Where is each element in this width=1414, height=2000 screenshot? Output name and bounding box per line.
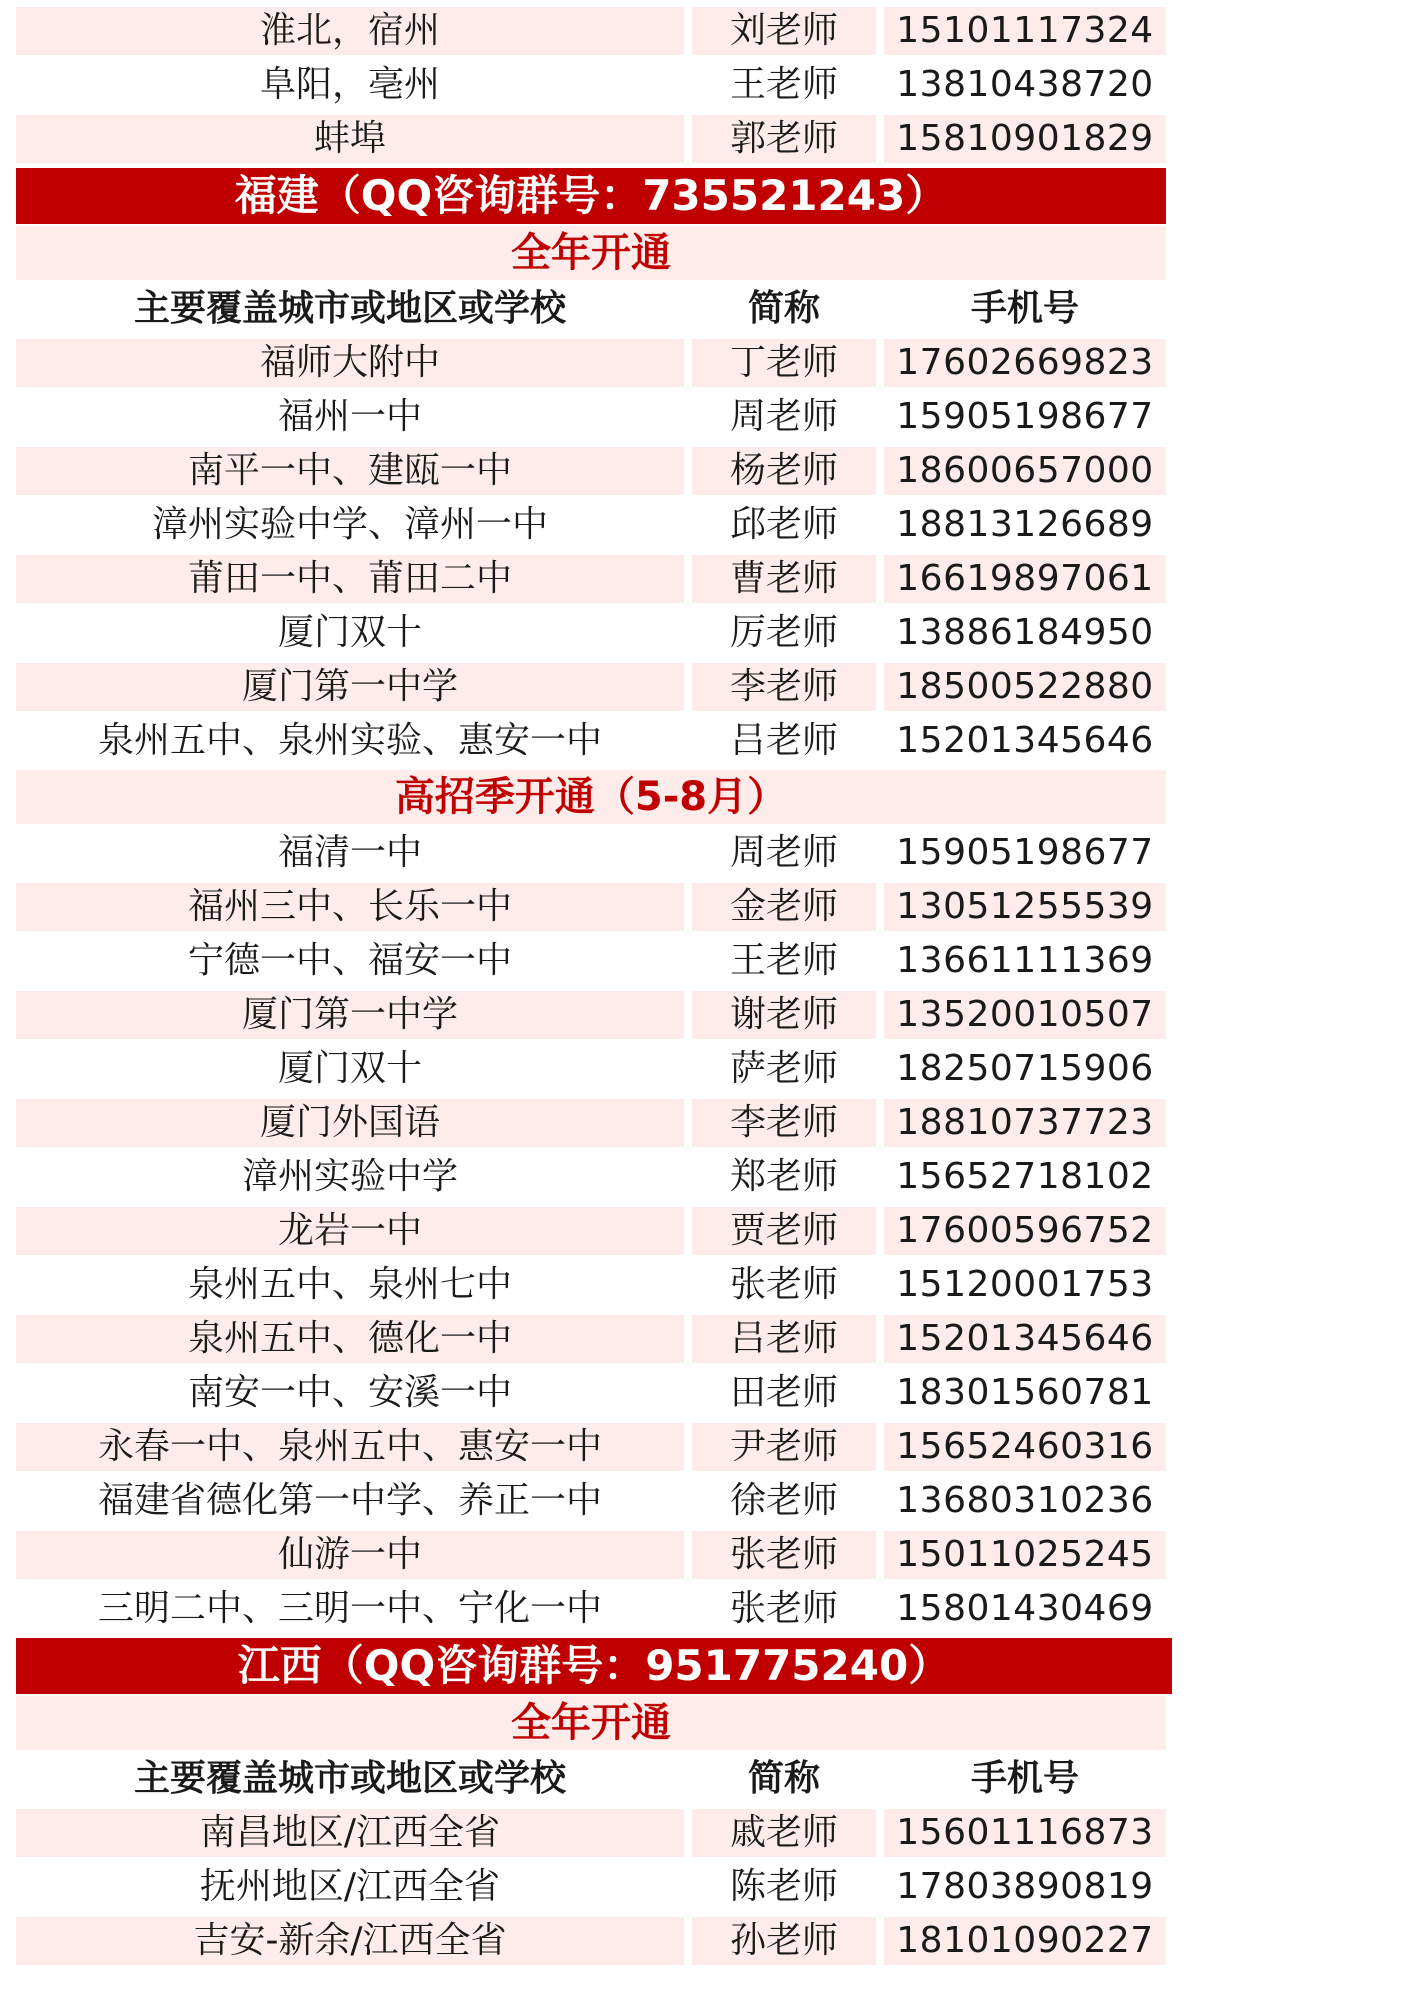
fujian-season-label: 高招季开通（5-8月） bbox=[16, 770, 1166, 824]
jiangxi-full-year-label: 全年开通 bbox=[16, 1696, 1166, 1750]
area-cell: 宁德一中、福安一中 bbox=[187, 940, 512, 981]
phone-cell: 16619897061 bbox=[884, 555, 1166, 603]
table-row bbox=[16, 4, 1166, 58]
phone-cell: 18500522880 bbox=[884, 663, 1166, 711]
phone-cell: 18301560781 bbox=[896, 1372, 1154, 1413]
table-row bbox=[16, 826, 1166, 880]
contact-name-cell: 吕老师 bbox=[729, 720, 838, 761]
area-cell: 抚州地区/江西全省 bbox=[199, 1866, 501, 1907]
area-cell: 泉州五中、泉州实验、惠安一中 bbox=[97, 720, 602, 761]
area-cell: 南平一中、建瓯一中 bbox=[16, 447, 684, 495]
phone-cell: 15905198677 bbox=[896, 832, 1154, 873]
table-row bbox=[16, 660, 1166, 714]
phone-cell: 15201345646 bbox=[884, 1315, 1166, 1363]
contact-name-cell: 王老师 bbox=[729, 64, 838, 105]
header-name: 简称 bbox=[747, 1758, 820, 1799]
fujian-full-year-label: 全年开通 bbox=[16, 226, 1166, 280]
table-row bbox=[16, 1258, 1166, 1312]
phone-cell: 17803890819 bbox=[896, 1866, 1154, 1907]
contact-name-cell: 周老师 bbox=[729, 396, 838, 437]
header-phone: 手机号 bbox=[970, 1758, 1079, 1799]
contact-name-cell: 郭老师 bbox=[692, 115, 876, 163]
contact-name-cell: 谢老师 bbox=[692, 991, 876, 1039]
contact-name-cell: 张老师 bbox=[729, 1264, 838, 1305]
anhui-rows bbox=[16, 4, 1166, 166]
phone-cell: 15905198677 bbox=[896, 396, 1154, 437]
contact-name-cell: 尹老师 bbox=[692, 1423, 876, 1471]
contact-name-cell: 徐老师 bbox=[729, 1480, 838, 1521]
phone-cell: 18810737723 bbox=[884, 1099, 1166, 1147]
phone-cell: 18250715906 bbox=[896, 1048, 1154, 1089]
area-cell: 南安一中、安溪一中 bbox=[187, 1372, 512, 1413]
fujian-banner bbox=[16, 166, 1166, 224]
header-area: 主要覆盖城市或地区或学校 bbox=[133, 288, 566, 329]
area-cell: 三明二中、三明一中、宁化一中 bbox=[97, 1588, 602, 1629]
area-cell: 厦门第一中学 bbox=[16, 991, 684, 1039]
jiangxi-full-year-section bbox=[16, 1694, 1166, 1752]
fujian-banner-title: 福建（QQ咨询群号：735521243） bbox=[16, 168, 1166, 224]
contact-name-cell: 张老师 bbox=[692, 1531, 876, 1579]
contact-name-cell: 刘老师 bbox=[692, 7, 876, 55]
area-cell: 厦门双十 bbox=[277, 1048, 422, 1089]
table-row bbox=[16, 1860, 1166, 1914]
table-row bbox=[16, 1806, 1166, 1860]
phone-cell: 15601116873 bbox=[884, 1809, 1166, 1857]
area-cell: 福州三中、长乐一中 bbox=[16, 883, 684, 931]
area-cell: 莆田一中、莆田二中 bbox=[16, 555, 684, 603]
contact-name-cell: 厉老师 bbox=[729, 612, 838, 653]
jiangxi-banner-title: 江西（QQ咨询群号：951775240） bbox=[16, 1638, 1172, 1694]
area-cell: 福建省德化第一中学、养正一中 bbox=[97, 1480, 602, 1521]
table-row bbox=[16, 336, 1166, 390]
contact-name-cell: 王老师 bbox=[729, 940, 838, 981]
area-cell: 龙岩一中 bbox=[16, 1207, 684, 1255]
table-row bbox=[16, 112, 1166, 166]
phone-cell: 18600657000 bbox=[884, 447, 1166, 495]
contact-sheet bbox=[16, 4, 1166, 1968]
phone-cell: 13680310236 bbox=[896, 1480, 1154, 1521]
fujian-full-year-rows bbox=[16, 336, 1166, 768]
table-row bbox=[16, 1312, 1166, 1366]
table-row bbox=[16, 58, 1166, 112]
phone-cell: 13661111369 bbox=[896, 940, 1154, 981]
table-row bbox=[16, 552, 1166, 606]
phone-cell: 15120001753 bbox=[896, 1264, 1154, 1305]
table-row bbox=[16, 714, 1166, 768]
contact-name-cell: 周老师 bbox=[729, 832, 838, 873]
table-row bbox=[16, 934, 1166, 988]
table-row bbox=[16, 1042, 1166, 1096]
area-cell: 厦门双十 bbox=[277, 612, 422, 653]
area-cell: 漳州实验中学 bbox=[241, 1156, 458, 1197]
phone-cell: 18813126689 bbox=[896, 504, 1154, 545]
table-row bbox=[16, 498, 1166, 552]
contact-name-cell: 曹老师 bbox=[692, 555, 876, 603]
table-row bbox=[16, 1366, 1166, 1420]
table-row bbox=[16, 1420, 1166, 1474]
phone-cell: 13051255539 bbox=[884, 883, 1166, 931]
contact-name-cell: 郑老师 bbox=[729, 1156, 838, 1197]
phone-cell: 13520010507 bbox=[884, 991, 1166, 1039]
contact-name-cell: 田老师 bbox=[729, 1372, 838, 1413]
fujian-season-section bbox=[16, 768, 1166, 826]
table-row bbox=[16, 1204, 1166, 1258]
contact-name-cell: 邱老师 bbox=[729, 504, 838, 545]
table-row bbox=[16, 390, 1166, 444]
phone-cell: 13810438720 bbox=[896, 64, 1154, 105]
phone-cell: 18101090227 bbox=[884, 1917, 1166, 1965]
phone-cell: 17600596752 bbox=[884, 1207, 1166, 1255]
contact-name-cell: 丁老师 bbox=[692, 339, 876, 387]
area-cell: 永春一中、泉州五中、惠安一中 bbox=[16, 1423, 684, 1471]
contact-name-cell: 萨老师 bbox=[729, 1048, 838, 1089]
table-row bbox=[16, 1914, 1166, 1968]
phone-cell: 15810901829 bbox=[884, 115, 1166, 163]
contact-name-cell: 陈老师 bbox=[729, 1866, 838, 1907]
area-cell: 仙游一中 bbox=[16, 1531, 684, 1579]
area-cell: 淮北，宿州 bbox=[16, 7, 684, 55]
table-row bbox=[16, 1474, 1166, 1528]
area-cell: 吉安-新余/江西全省 bbox=[16, 1917, 684, 1965]
table-row bbox=[16, 880, 1166, 934]
phone-cell: 17602669823 bbox=[884, 339, 1166, 387]
table-row bbox=[16, 1150, 1166, 1204]
phone-cell: 15801430469 bbox=[896, 1588, 1154, 1629]
phone-cell: 15652460316 bbox=[884, 1423, 1166, 1471]
area-cell: 蚌埠 bbox=[16, 115, 684, 163]
table-row bbox=[16, 606, 1166, 660]
fujian-full-year-section bbox=[16, 224, 1166, 282]
area-cell: 福清一中 bbox=[277, 832, 422, 873]
area-cell: 厦门第一中学 bbox=[16, 663, 684, 711]
jiangxi-header-row bbox=[16, 1752, 1166, 1806]
jiangxi-banner bbox=[16, 1636, 1166, 1694]
table-row bbox=[16, 1096, 1166, 1150]
contact-name-cell: 戚老师 bbox=[692, 1809, 876, 1857]
area-cell: 南昌地区/江西全省 bbox=[16, 1809, 684, 1857]
contact-name-cell: 李老师 bbox=[692, 663, 876, 711]
table-row bbox=[16, 1582, 1166, 1636]
area-cell: 漳州实验中学、漳州一中 bbox=[151, 504, 548, 545]
header-name: 简称 bbox=[747, 288, 820, 329]
contact-name-cell: 孙老师 bbox=[692, 1917, 876, 1965]
area-cell: 泉州五中、泉州七中 bbox=[187, 1264, 512, 1305]
contact-name-cell: 李老师 bbox=[692, 1099, 876, 1147]
phone-cell: 15011025245 bbox=[884, 1531, 1166, 1579]
jiangxi-full-year-rows bbox=[16, 1806, 1166, 1968]
contact-name-cell: 金老师 bbox=[692, 883, 876, 931]
contact-name-cell: 吕老师 bbox=[692, 1315, 876, 1363]
table-row bbox=[16, 1528, 1166, 1582]
area-cell: 福州一中 bbox=[277, 396, 422, 437]
fujian-season-rows bbox=[16, 826, 1166, 1636]
phone-cell: 15101117324 bbox=[884, 7, 1166, 55]
table-row bbox=[16, 444, 1166, 498]
phone-cell: 13886184950 bbox=[896, 612, 1154, 653]
area-cell: 厦门外国语 bbox=[16, 1099, 684, 1147]
table-row bbox=[16, 988, 1166, 1042]
contact-name-cell: 杨老师 bbox=[692, 447, 876, 495]
header-phone: 手机号 bbox=[970, 288, 1079, 329]
phone-cell: 15201345646 bbox=[896, 720, 1154, 761]
contact-name-cell: 贾老师 bbox=[692, 1207, 876, 1255]
area-cell: 阜阳，亳州 bbox=[259, 64, 440, 105]
area-cell: 福师大附中 bbox=[16, 339, 684, 387]
header-area: 主要覆盖城市或地区或学校 bbox=[133, 1758, 566, 1799]
phone-cell: 15652718102 bbox=[896, 1156, 1154, 1197]
area-cell: 泉州五中、德化一中 bbox=[16, 1315, 684, 1363]
fujian-header-row bbox=[16, 282, 1166, 336]
contact-name-cell: 张老师 bbox=[729, 1588, 838, 1629]
